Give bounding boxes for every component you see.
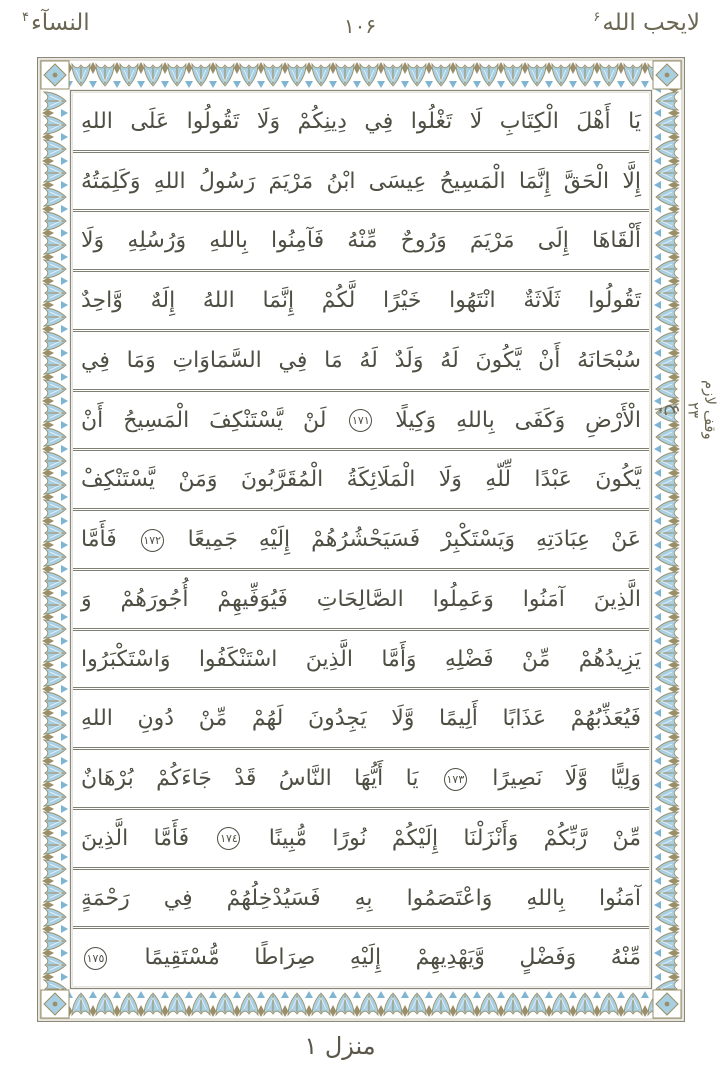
ayah-number: ١٧٤ <box>217 827 240 850</box>
waqf-label: وقف لازم <box>701 380 719 440</box>
quran-line: الْأَرْضِ وَكَفَى بِاللهِ وَكِيلًا ١٧١ لَنْ يَّسْتَنْكِفَ الْمَسِيحُ أَنْ <box>73 392 649 452</box>
ayah-number: ١٧٢ <box>141 529 164 552</box>
ruku-sub-number: ٣ <box>652 407 666 413</box>
quran-line: يَّكُونَ عَبْدًا لِّلّهِ وَلَا الْمَلَائِكَةُ الْمُقَرَّبُونَ وَمَنْ يَّسْتَنْكِفْ <box>73 451 649 511</box>
margin-note <box>652 330 719 490</box>
quran-line: يَزِيدُهُمْ مِّنْ فَضْلِهِ وَأَمَّا الَّذِينَ اسْتَنْكَفُوا وَاسْتَكْبَرُوا <box>73 631 649 691</box>
quran-line: الَّذِينَ آمَنُوا وَعَمِلُوا الصَّالِحَاتِ فَيُوَفِّيهِمْ أُجُورَهُمْ وَ <box>73 571 649 631</box>
quran-line: مِّنْهُ وَفَضْلٍ وَّيَهْدِيهِمْ إِلَيْهِ صِرَاطًا مُّسْتَقِيمًا ١٧٥ <box>73 929 649 986</box>
ruku-number: ٢٣ <box>684 401 703 419</box>
quran-line: سُبْحَانَهُ أَنْ يَّكُونَ لَهُ وَلَدٌ لَهُ مَا فِي السَّمَاوَاتِ وَمَا فِي <box>73 332 649 392</box>
ayah-number: ١٧١ <box>349 409 372 432</box>
header-juz <box>593 10 700 36</box>
ayah-number: ١٧٥ <box>84 947 107 970</box>
surah-name-label: النسآء <box>30 10 90 36</box>
quran-line: آمَنُوا بِاللهِ وَاعْتَصَمُوا بِهِ فَسَيُدْخِلُهُمْ فِي رَحْمَةٍ <box>73 870 649 930</box>
ayah-number: ١٧٣ <box>444 768 467 791</box>
quran-line: تَقُولُوا ثَلَاثَةٌ انْتَهُوا خَيْرًا لَّكُمْ إِنَّمَا اللهُ إِلَهٌ وَّاحِدٌ <box>73 272 649 332</box>
ruku-symbol: ع <box>664 404 686 416</box>
surah-number: ۴ <box>22 10 29 26</box>
juz-number: ۶ <box>593 10 601 26</box>
quran-line: عَنْ عِبَادَتِهِ وَيَسْتَكْبِرْ فَسَيَحْشُرُهُمْ إِلَيْهِ جَمِيعًا ١٧٢ فَأَمَّا <box>73 511 649 571</box>
juz-name-label: لايحب الله <box>602 10 700 36</box>
quran-line: يَا أَهْلَ الْكِتَابِ لَا تَغْلُوا فِي دِينِكُمْ وَلَا تَقُولُوا عَلَى اللهِ <box>73 93 649 153</box>
manzil-label: منزل ١ <box>304 1032 376 1060</box>
quran-line: مِّنْ رَّبِّكُمْ وَأَنْزَلْنَا إِلَيْكُمْ نُورًا مُّبِينًا ١٧٤ فَأَمَّا الَّذِينَ <box>73 810 649 870</box>
page-number: ۱۰۶ <box>343 14 377 38</box>
quran-line: وَلِيًّا وَّلَا نَصِيرًا ١٧٣ يَا أَيُّهَا النَّاسُ قَدْ جَاءَكُمْ بُرْهَانٌ <box>73 750 649 810</box>
quran-text-area <box>73 93 649 986</box>
quran-line: فَيُعَذِّبُهُمْ عَذَابًا أَلِيمًا وَّلَا يَجِدُونَ لَهُمْ مِّنْ دُونِ اللهِ <box>73 690 649 750</box>
quran-line: إِلَّا الْحَقَّ إِنَّمَا الْمَسِيحُ عِيسَى ابْنُ مَرْيَمَ رَسُولُ اللهِ وَكَلِمَتُهُ <box>73 153 649 213</box>
quran-line: أَلْقَاهَا إِلَى مَرْيَمَ وَرُوحٌ مِّنْهُ فَآمِنُوا بِاللهِ وَرُسُلِهِ وَلَا <box>73 212 649 272</box>
header-surah <box>22 10 90 36</box>
